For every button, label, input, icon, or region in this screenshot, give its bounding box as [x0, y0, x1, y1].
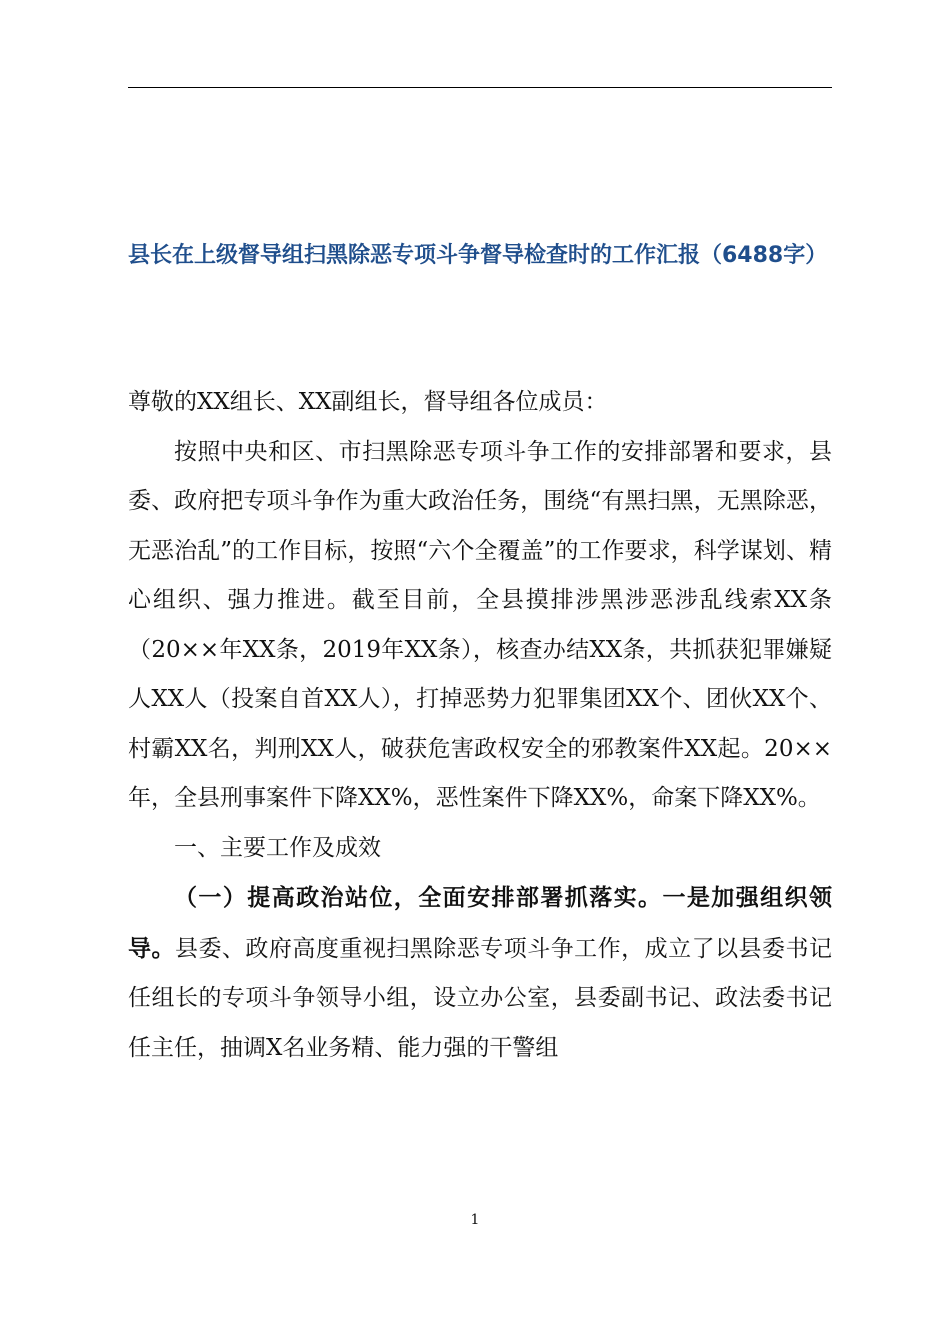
salutation: 尊敬的XX组长、XX副组长，督导组各位成员： — [128, 389, 608, 415]
subsection-paragraph — [128, 873, 832, 1073]
section-heading: 一、主要工作及成效 — [174, 834, 381, 861]
page-number: 1 — [470, 1212, 480, 1228]
subsection-lead: （一）提高政治站位，全面安排部署抓落实。一是加强组织领导。 — [128, 884, 832, 962]
intro-paragraph: 按照中央和区、市扫黑除恶专项斗争工作的安排部署和要求，县委、政府把专项斗争作为重大政治任务，围绕“有黑扫黑，无黑除恶，无恶治乱”的工作目标，按照“六个全覆盖”的工作要求，科学谋划、精心组织、强力推进。截至目前，全县摸排涉黑涉恶涉乱线索XX条（20××年XX条，2019年XX条），核查办结XX条，共抓获犯罪嫌疑人XX人（投案自首XX人），打掉恶势力犯罪集团XX个、团伙XX个、村霸XX名，判刑XX人，破获危害政权安全的邪教案件XX起。20××年，全县刑事案件下降XX%，恶性案件下降XX%，命案下降XX%。 — [128, 438, 832, 811]
header-rule — [128, 87, 832, 88]
subsection-text: 县委、政府高度重视扫黑除恶专项斗争工作，成立了以县委书记任组长的专项斗争领导小组，设立办公室，县委副书记、政法委书记任主任，抽调X名业务精、能力强的干警组 — [128, 935, 833, 1061]
document-body — [128, 378, 832, 1073]
document-title: 县长在上级督导组扫黑除恶专项斗争督导检查时的工作汇报（6488字） — [128, 243, 828, 268]
